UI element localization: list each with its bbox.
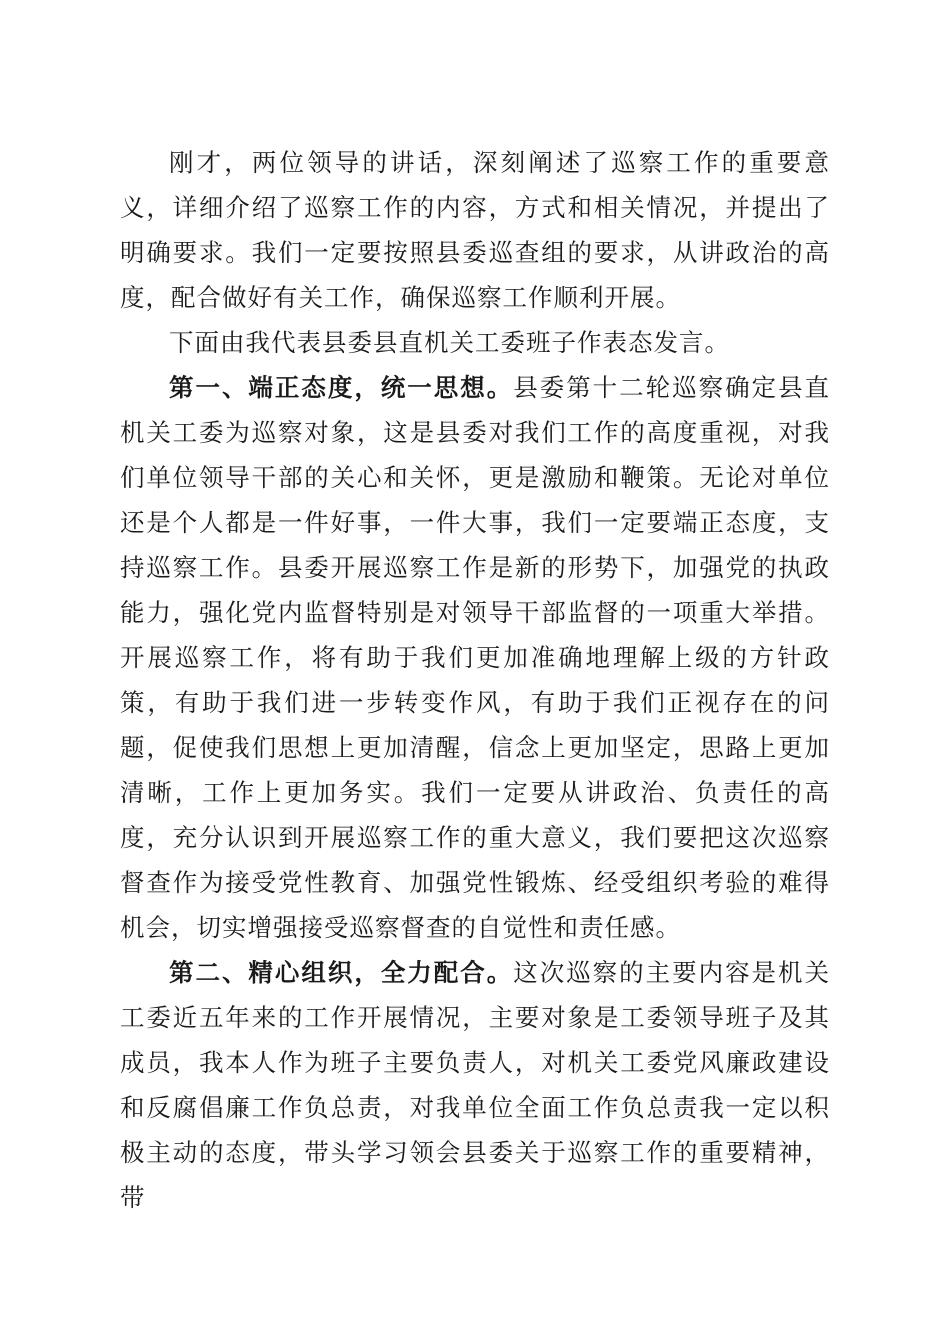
paragraph-first-point — [120, 365, 830, 950]
paragraph-intro-text: 刚才，两位领导的讲话，深刻阐述了巡察工作的重要意义，详细介绍了巡察工作的内容，方式和相关情况，并提出了明确要求。我们一定要按照县委巡查组的要求，从讲政治的高度，配合做好有关工作，确保巡察工作顺利开展。 — [120, 148, 830, 312]
paragraph-intro — [120, 140, 830, 320]
first-point-text: 县委第十二轮巡察确定县直机关工委为巡察对象，这是县委对我们工作的高度重视，对我们单位领导干部的关心和关怀，更是激励和鞭策。无论对单位还是个人都是一件好事，一件大事，我们一定要端正态度，支持巡察工作。县委开展巡察工作是新的形势下，加强党的执政能力，强化党内监督特别是对领导干部监督的一项重大举措。开展巡察工作，将有助于我们更加准确地理解上级的方针政策，有助于我们进一步转变作风，有助于我们正视存在的问题，促使我们思想上更加清醒，信念上更加坚定，思路上更加清晰，工作上更加务实。我们一定要从讲政治、负责任的高度，充分认识到开展巡察工作的重大意义，我们要把这次巡察督查作为接受党性教育、加强党性锻炼、经受组织考验的难得机会，切实增强接受巡察督查的自觉性和责任感。 — [120, 373, 831, 942]
second-point-text: 这次巡察的主要内容是机关工委近五年来的工作开展情况，主要对象是工委领导班子及其成员，我本人作为班子主要负责人，对机关工委党风廉政建设和反腐倡廉工作负总责，对我单位全面工作负总责我一定以积极主动的态度，带头学习领会县委关于巡察工作的重要精神，带 — [120, 958, 831, 1212]
paragraph-statement-text: 下面由我代表县委县直机关工委班子作表态发言。 — [169, 328, 730, 357]
second-point-heading: 第二、精心组织，全力配合。 — [169, 958, 514, 987]
document-body — [120, 140, 830, 1220]
paragraph-statement — [120, 320, 830, 365]
first-point-heading: 第一、端正态度，统一思想。 — [169, 373, 514, 402]
paragraph-second-point — [120, 950, 830, 1220]
